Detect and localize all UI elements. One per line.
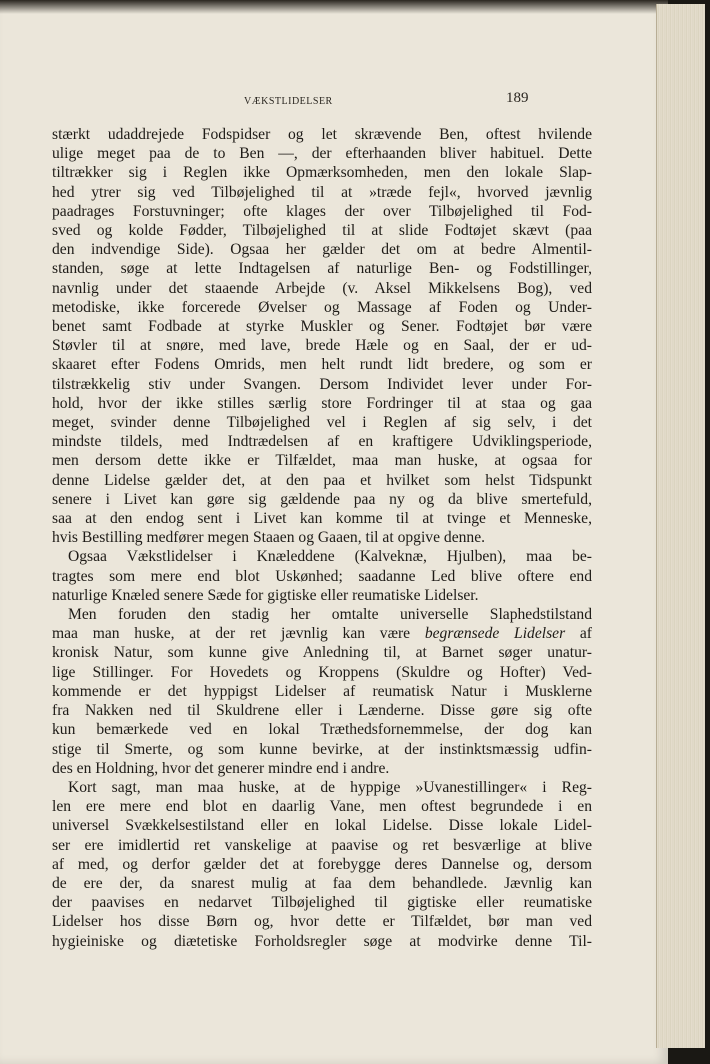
text-line: hygieiniske og diætetiske Forholdsregler søge at modvirke denne Til- <box>52 932 592 950</box>
text-line: kronisk Natur, som kunne give Anledning til, at Barnet søger unatur- <box>52 644 592 662</box>
text-line: paadrages Forstuvninger; ofte klages der over Tilbøjelighed til Fod- <box>52 202 592 220</box>
text-line: hold, hvor der ikke stilles særlig store Fordringer til at staa og gaa <box>52 394 592 412</box>
text-line: saa at den endog sent i Livet kan komme til at tvinge et Menneske, <box>52 510 592 528</box>
text-line: metodiske, ikke forcerede Øvelser og Massage af Foden og Under- <box>52 298 592 316</box>
text-line: tiltrækker sig i Reglen ikke Opmærksomheden, men den lokale Slap- <box>52 164 592 182</box>
text-line: af med, og derfor gælder det at forebygge deres Dannelse og, dersom <box>52 855 592 873</box>
text-line: fra Nakken ned til Skuldrene eller i Lænderne. Disse gøre sig ofte <box>52 702 592 720</box>
text-line: mindste tildels, med Indtrædelsen af en kraftigere Udviklingsperiode, <box>52 433 592 451</box>
text-line: standen, søge at lette Indtagelsen af naturlige Ben- og Fodstillinger, <box>52 260 592 278</box>
text-line: den indvendige Side). Ogsaa her gælder det om at bedre Almentil- <box>52 241 592 259</box>
text-line: Kort sagt, man maa huske, at de hyppige »Uvanestillinger« i Reg- <box>68 778 592 796</box>
page-number: 189 <box>506 90 529 106</box>
text-line: kun bemærkede ved en lokal Træthedsfornemmelse, der dog kan <box>52 721 592 739</box>
text-line: ulige meget paa de to Ben —, der efterhaanden bliver habituel. Dette <box>52 145 592 163</box>
text-line: Lidelser hos disse Børn og, hvor dette er Tilfældet, bør man ved <box>52 913 592 931</box>
text-line: denne Lidelse gælder det, at den paa et hvilket som helst Tidspunkt <box>52 471 592 489</box>
emphasized-text: begrænsede Lidelser <box>424 625 566 643</box>
text-line: de ere der, da snarest mulig at faa dem behandlede. Jævnlig kan <box>52 874 592 892</box>
text-line: len ere mere end blot en daarlig Vane, men oftest begrundede i en <box>52 798 592 816</box>
text-line: tilstrækkelig stiv under Svangen. Dersom Individet lever under For- <box>52 375 592 393</box>
text-line <box>52 624 592 643</box>
text-line: Men foruden den stadig her omtalte universelle Slaphedstilstand <box>68 606 592 624</box>
text-line: ser ere imidlertid ret vanskelige at paavise og ret besværlige at blive <box>52 836 592 854</box>
text-line: Støvler til at snøre, med lave, brede Hæle og en Saal, der er ud- <box>52 337 592 355</box>
running-title: VÆKSTLIDELSER <box>244 96 333 107</box>
body-text <box>52 125 592 951</box>
text-segment: af <box>565 625 592 643</box>
text-line: stige til Smerte, og som kunne bevirke, at der instinktsmæssig udfin- <box>52 740 592 758</box>
text-line: hvis Bestilling medfører megen Staaen og Gaaen, til at opgive denne. <box>52 529 486 547</box>
text-line: naturlige Knæled senere Sæde for gigtiske eller reumatiske Lidelser. <box>52 586 479 604</box>
text-line: kommende er det hyppigst Lidelser af reumatisk Natur i Musklerne <box>52 682 592 700</box>
text-line: senere i Livet kan gøre sig gældende paa ny og da blive smertefuld, <box>52 490 592 508</box>
text-line: skaaret efter Fodens Omrids, men helt rundt lidt bredere, og som er <box>52 356 592 374</box>
text-line: benet samt Fodbade at styrke Muskler og Sener. Fodtøjet bør være <box>52 318 592 336</box>
text-line: lige Stillinger. For Hovedets og Kroppens (Skuldre og Hofter) Ved- <box>52 663 592 681</box>
page-block-edge <box>656 4 705 1048</box>
top-shadow <box>0 0 668 14</box>
text-line: stærkt udaddrejede Fodspidser og let skrævende Ben, oftest hvilende <box>52 126 592 143</box>
text-line: meget, svinder denne Tilbøjelighed vel i Reglen af sig selv, i det <box>52 414 592 432</box>
text-line: sved og kolde Fødder, Tilbøjelighed til at slide Fodtøjet skævt (paa <box>52 222 592 240</box>
text-line: hed ytrer sig ved Tilbøjelighed til at »træde fejl«, hvorved jævnlig <box>52 183 592 201</box>
text-segment: maa man huske, at der ret jævnlig kan være <box>52 625 425 643</box>
text-line: des en Holdning, hvor det generer mindre end i andre. <box>52 759 390 777</box>
text-line: der paavises en nedarvet Tilbøjelighed til gigtiske eller reumatiske <box>52 894 592 912</box>
text-line: universel Svækkelsestilstand eller en lokal Lidelse. Disse lokale Lidel- <box>52 817 592 835</box>
text-line: men dersom dette ikke er Tilfældet, maa man huske, at ogsaa for <box>52 452 592 470</box>
text-line: navnlig under det staaende Arbejde (v. Aksel Mikkelsens Bog), ved <box>52 279 592 297</box>
text-line: Ogsaa Vækstlidelser i Knæleddene (Kalveknæ, Hjulben), maa be- <box>68 548 592 566</box>
text-line: tragtes som mere end blot Uskønhed; saadanne Led blive oftere end <box>52 567 592 585</box>
